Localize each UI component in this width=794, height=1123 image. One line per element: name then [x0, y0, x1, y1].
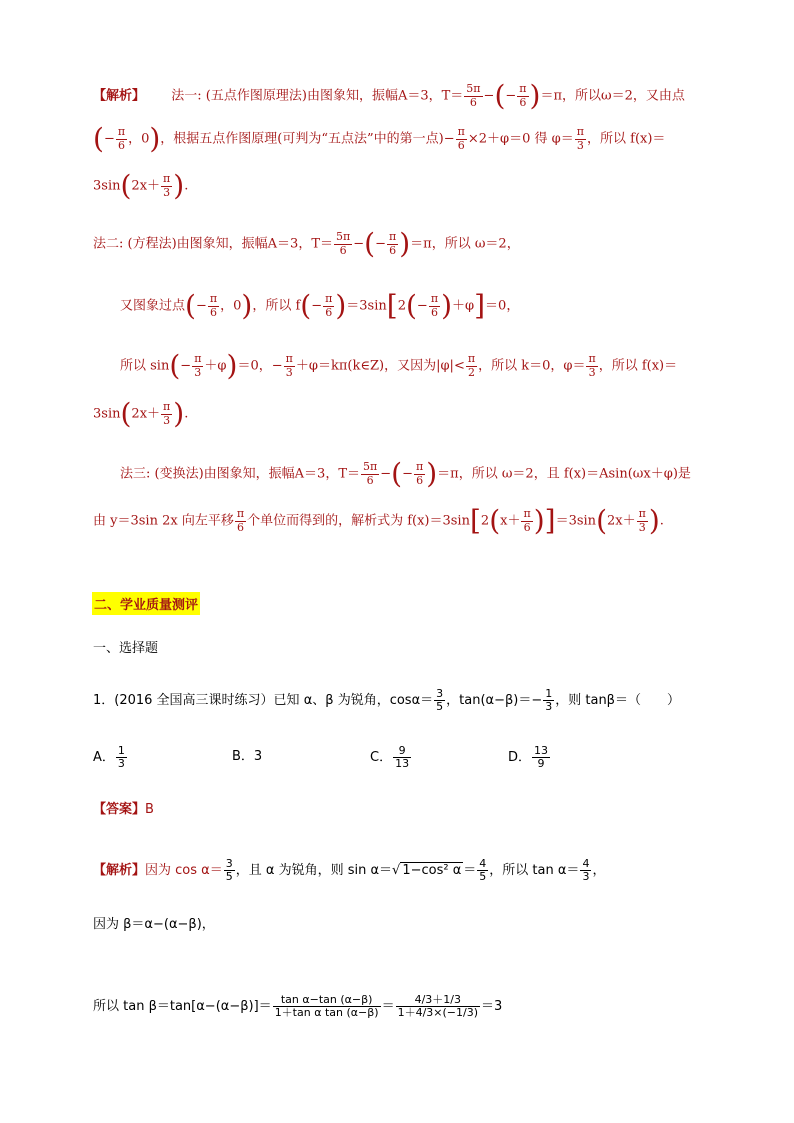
question-text: 1．(2016 全国高三课时练习）已知 α、β 为锐角，cosα＝: [93, 693, 434, 709]
fraction-pi-6: $\frac{\pi}{6}$: [236, 507, 245, 534]
fraction-pi-6: $\frac{\pi}{6}$: [457, 125, 465, 152]
option-c-fraction: $\frac{9}{13}$: [395, 744, 410, 771]
fraction-pi-3: $\frac{\pi}{3}$: [194, 352, 202, 379]
fraction-pi-2: $\frac{\pi}{2}$: [467, 352, 476, 379]
fraction-5pi-6: $\frac{5\pi}{6}$: [466, 82, 481, 109]
method2-line2-mid: ，所以 f: [252, 298, 301, 314]
option-b: [232, 750, 262, 763]
solution-label: 【解析】: [93, 88, 146, 104]
fraction-4-3: $\frac{4}{3}$: [582, 857, 590, 884]
method3-line2-text: 由 y＝3sin 2x 向左平移: [93, 513, 234, 529]
fraction-pi-3: $\frac{\pi}{3}$: [163, 172, 171, 199]
method2-line3: 所以 sin(− $\frac{\pi}{3}$ ＋φ)＝0，− $\frac{\pi}{3}$ ＋φ＝kπ(k∈Z)，又因为|φ|< $\frac{\pi}{2}$ ，所以 k＝0，φ＝ $\frac{\pi}{3}$ ，所以 f(x)＝: [120, 349, 678, 382]
fraction-pi-3: $\frac{\pi}{3}$: [285, 352, 293, 379]
method2-line1: 法二: (方程法)由图象知，振幅A＝3，T＝ $\frac{5\pi}{6}$ −(− $\frac{\pi}{6}$ )＝π，所以 ω＝2，: [93, 227, 520, 260]
section-title: 二、学业质量测评: [92, 592, 200, 615]
answer-label: 【答案】: [93, 802, 146, 817]
fraction-pi-6: $\frac{\pi}{6}$: [388, 230, 397, 257]
fraction-pi-3: $\frac{\pi}{3}$: [576, 125, 585, 152]
answer-value: B: [145, 802, 154, 817]
solution2-line1-mid2: ＝: [463, 863, 477, 879]
method2-text: 法二: (方程法)由图象知，振幅A＝3，T＝: [93, 236, 333, 252]
answer-line: [93, 803, 154, 816]
method1-line2-tail: ，所以 f(x)＝: [587, 131, 666, 147]
method1-line2-head: ，根据五点作图原理(可判为“五点法”中的第一点)−: [160, 131, 455, 147]
option-d-fraction: $\frac{13}{9}$: [534, 744, 549, 771]
option-a-letter: A．: [93, 750, 115, 766]
fraction-pi-3: $\frac{\pi}{3}$: [588, 352, 596, 379]
fraction-pi-6: $\frac{\pi}{6}$: [523, 507, 531, 534]
solution2-line1: 【解析】因为 cos α＝ $\frac{3}{5}$ ，且 α 为锐角，则 sin α＝√ 1−cos² α ＝ $\frac{4}{5}$ ，所以 tan α＝ $\frac{4}{3}$ ，: [93, 857, 606, 884]
solution2-label: 【解析】: [93, 863, 146, 879]
question-1: [93, 688, 680, 713]
method2-line2-tail: ＝0，: [485, 298, 520, 314]
question-tail: ，则 tanβ＝（ ）: [555, 693, 680, 709]
solution-method1-line1: 【解析】 法一: (五点作图原理法)由图象知，振幅A＝3，T＝ $\frac{5\pi}{6}$ −(− $\frac{\pi}{6}$ )＝π，所以ω＝2，又由点: [93, 79, 685, 112]
solution2-line1-mid: ，且 α 为锐角，则 sin α＝: [235, 863, 393, 879]
compound-fraction: $\frac{4/3+1/3}{1+4/3\times(-1/3)}$: [397, 993, 478, 1020]
fraction-pi-6: $\frac{\pi}{6}$: [325, 292, 333, 319]
fraction-3-5: $\frac{3}{5}$: [225, 857, 233, 884]
tan-difference-formula: $\frac{\text{tan α−tan (α−β)}}{\text{1＋tan α tan (α−β)}}$: [274, 993, 379, 1020]
solution-method1-line2: (− $\frac{\pi}{6}$ ，0)，根据五点作图原理(可判为“五点法”中的第一点)− $\frac{\pi}{6}$ ×2＋φ＝0 得 φ＝ $\frac{\pi}{3}$ ，所以 f(x)＝: [93, 122, 666, 155]
method3-line2-tail: ＝3sin: [555, 513, 597, 529]
fraction-pi-3: $\frac{\pi}{3}$: [163, 400, 171, 427]
method2-line2: 又图象过点(− $\frac{\pi}{6}$ ，0)，所以 f(− $\frac{\pi}{6}$ )＝3sin[2(− $\frac{\pi}{6}$ )＋φ]＝0，: [120, 289, 520, 322]
method2-line3-tail: ，所以 f(x)＝: [598, 358, 678, 374]
method2-tail: ＝π，所以 ω＝2，: [410, 236, 520, 252]
fraction-pi-6: $\frac{\pi}{6}$: [117, 125, 126, 152]
fraction-1-3: $\frac{1}{3}$: [545, 687, 553, 714]
solution2-line1-tail: ，所以 tan α＝: [489, 863, 580, 879]
option-a-fraction: $\frac{1}{3}$: [117, 744, 125, 771]
method2-line3-mid3: ，所以 k＝0，φ＝: [478, 358, 586, 374]
fraction-pi-6: $\frac{\pi}{6}$: [519, 82, 527, 109]
fraction-5pi-6: $\frac{5\pi}{6}$: [336, 230, 351, 257]
option-a: [93, 745, 128, 770]
solution2-line3: 所以 tan β＝tan[α−(α−β)]＝ $\frac{\text{tan α−tan (α−β)}}{\text{1＋tan α tan (α−β)}}$ ＝ $\frac{4/3+1/3}{1+4/3\times(-1/3)}$ ＝3: [93, 993, 503, 1020]
solution2-line1-text: 因为 cos α＝: [145, 863, 223, 879]
method3-line1: 法三: (变换法)由图象知，振幅A＝3，T＝ $\frac{5\pi}{6}$ −(− $\frac{\pi}{6}$ )＝π，所以 ω＝2，且 f(x)＝Asin(ωx＋φ)是: [120, 457, 691, 490]
method2-line3-text: 所以 sin: [120, 358, 170, 374]
method2-line3-mid2: ＋φ＝kπ(k∈Z)，又因为|φ|<: [295, 358, 465, 374]
method1-text: 法一: (五点作图原理法)由图象知，振幅A＝3，T＝: [171, 88, 464, 104]
fraction-pi-6: $\frac{\pi}{6}$: [415, 460, 424, 487]
fraction-5pi-6: $\frac{5\pi}{6}$: [363, 460, 378, 487]
method1-line2-mid: ×2＋φ＝0 得 φ＝: [467, 131, 574, 147]
option-c: [370, 745, 412, 770]
option-d-letter: D．: [508, 750, 532, 766]
option-d: [508, 745, 551, 770]
method3-tail: ＝π，所以 ω＝2，且 f(x)＝Asin(ωx＋φ)是: [437, 466, 691, 482]
sqrt-expression: 1−cos² α: [402, 863, 462, 879]
solution2-line2: [93, 918, 215, 931]
method2-line4: 3sin(2x＋ $\frac{\pi}{3}$ ).: [93, 397, 189, 430]
method3-line2: 由 y＝3sin 2x 向左平移 $\frac{\pi}{6}$ 个单位而得到的，解析式为 f(x)＝3sin[2(x＋ $\frac{\pi}{6}$ )]＝3sin(2x＋ $\frac{\pi}{3}$ ).: [93, 504, 664, 537]
method2-line2-text: 又图象过点: [120, 298, 186, 314]
solution2-line3-text: 所以 tan β＝tan[α−(α−β)]＝: [93, 999, 272, 1015]
option-b-letter: B．3: [232, 749, 263, 764]
solution2-line2-text: 因为 β＝α−(α−β)，: [93, 917, 215, 932]
option-c-letter: C．: [370, 750, 393, 766]
method1-tail: ＝π，所以ω＝2，又由点: [540, 88, 685, 104]
fraction-pi-3: $\frac{\pi}{3}$: [638, 507, 646, 534]
fraction-pi-6: $\frac{\pi}{6}$: [209, 292, 218, 319]
method2-line3-mid: ＝0，−: [237, 358, 283, 374]
solution2-line3-tail: ＝3: [481, 999, 503, 1015]
solution-method1-line3: 3sin(2x＋ $\frac{\pi}{3}$ ).: [93, 169, 189, 202]
fraction-pi-6: $\frac{\pi}{6}$: [430, 292, 439, 319]
fraction-4-5: $\frac{4}{5}$: [479, 857, 487, 884]
method3-text: 法三: (变换法)由图象知，振幅A＝3，T＝: [120, 466, 360, 482]
question-mid: ，tan(α−β)＝−: [446, 693, 543, 709]
fraction-3-5: $\frac{3}{5}$: [436, 687, 444, 714]
method3-line2-mid: 个单位而得到的，解析式为 f(x)＝3sin: [247, 513, 470, 529]
subsection-title: 一、选择题: [93, 641, 159, 656]
